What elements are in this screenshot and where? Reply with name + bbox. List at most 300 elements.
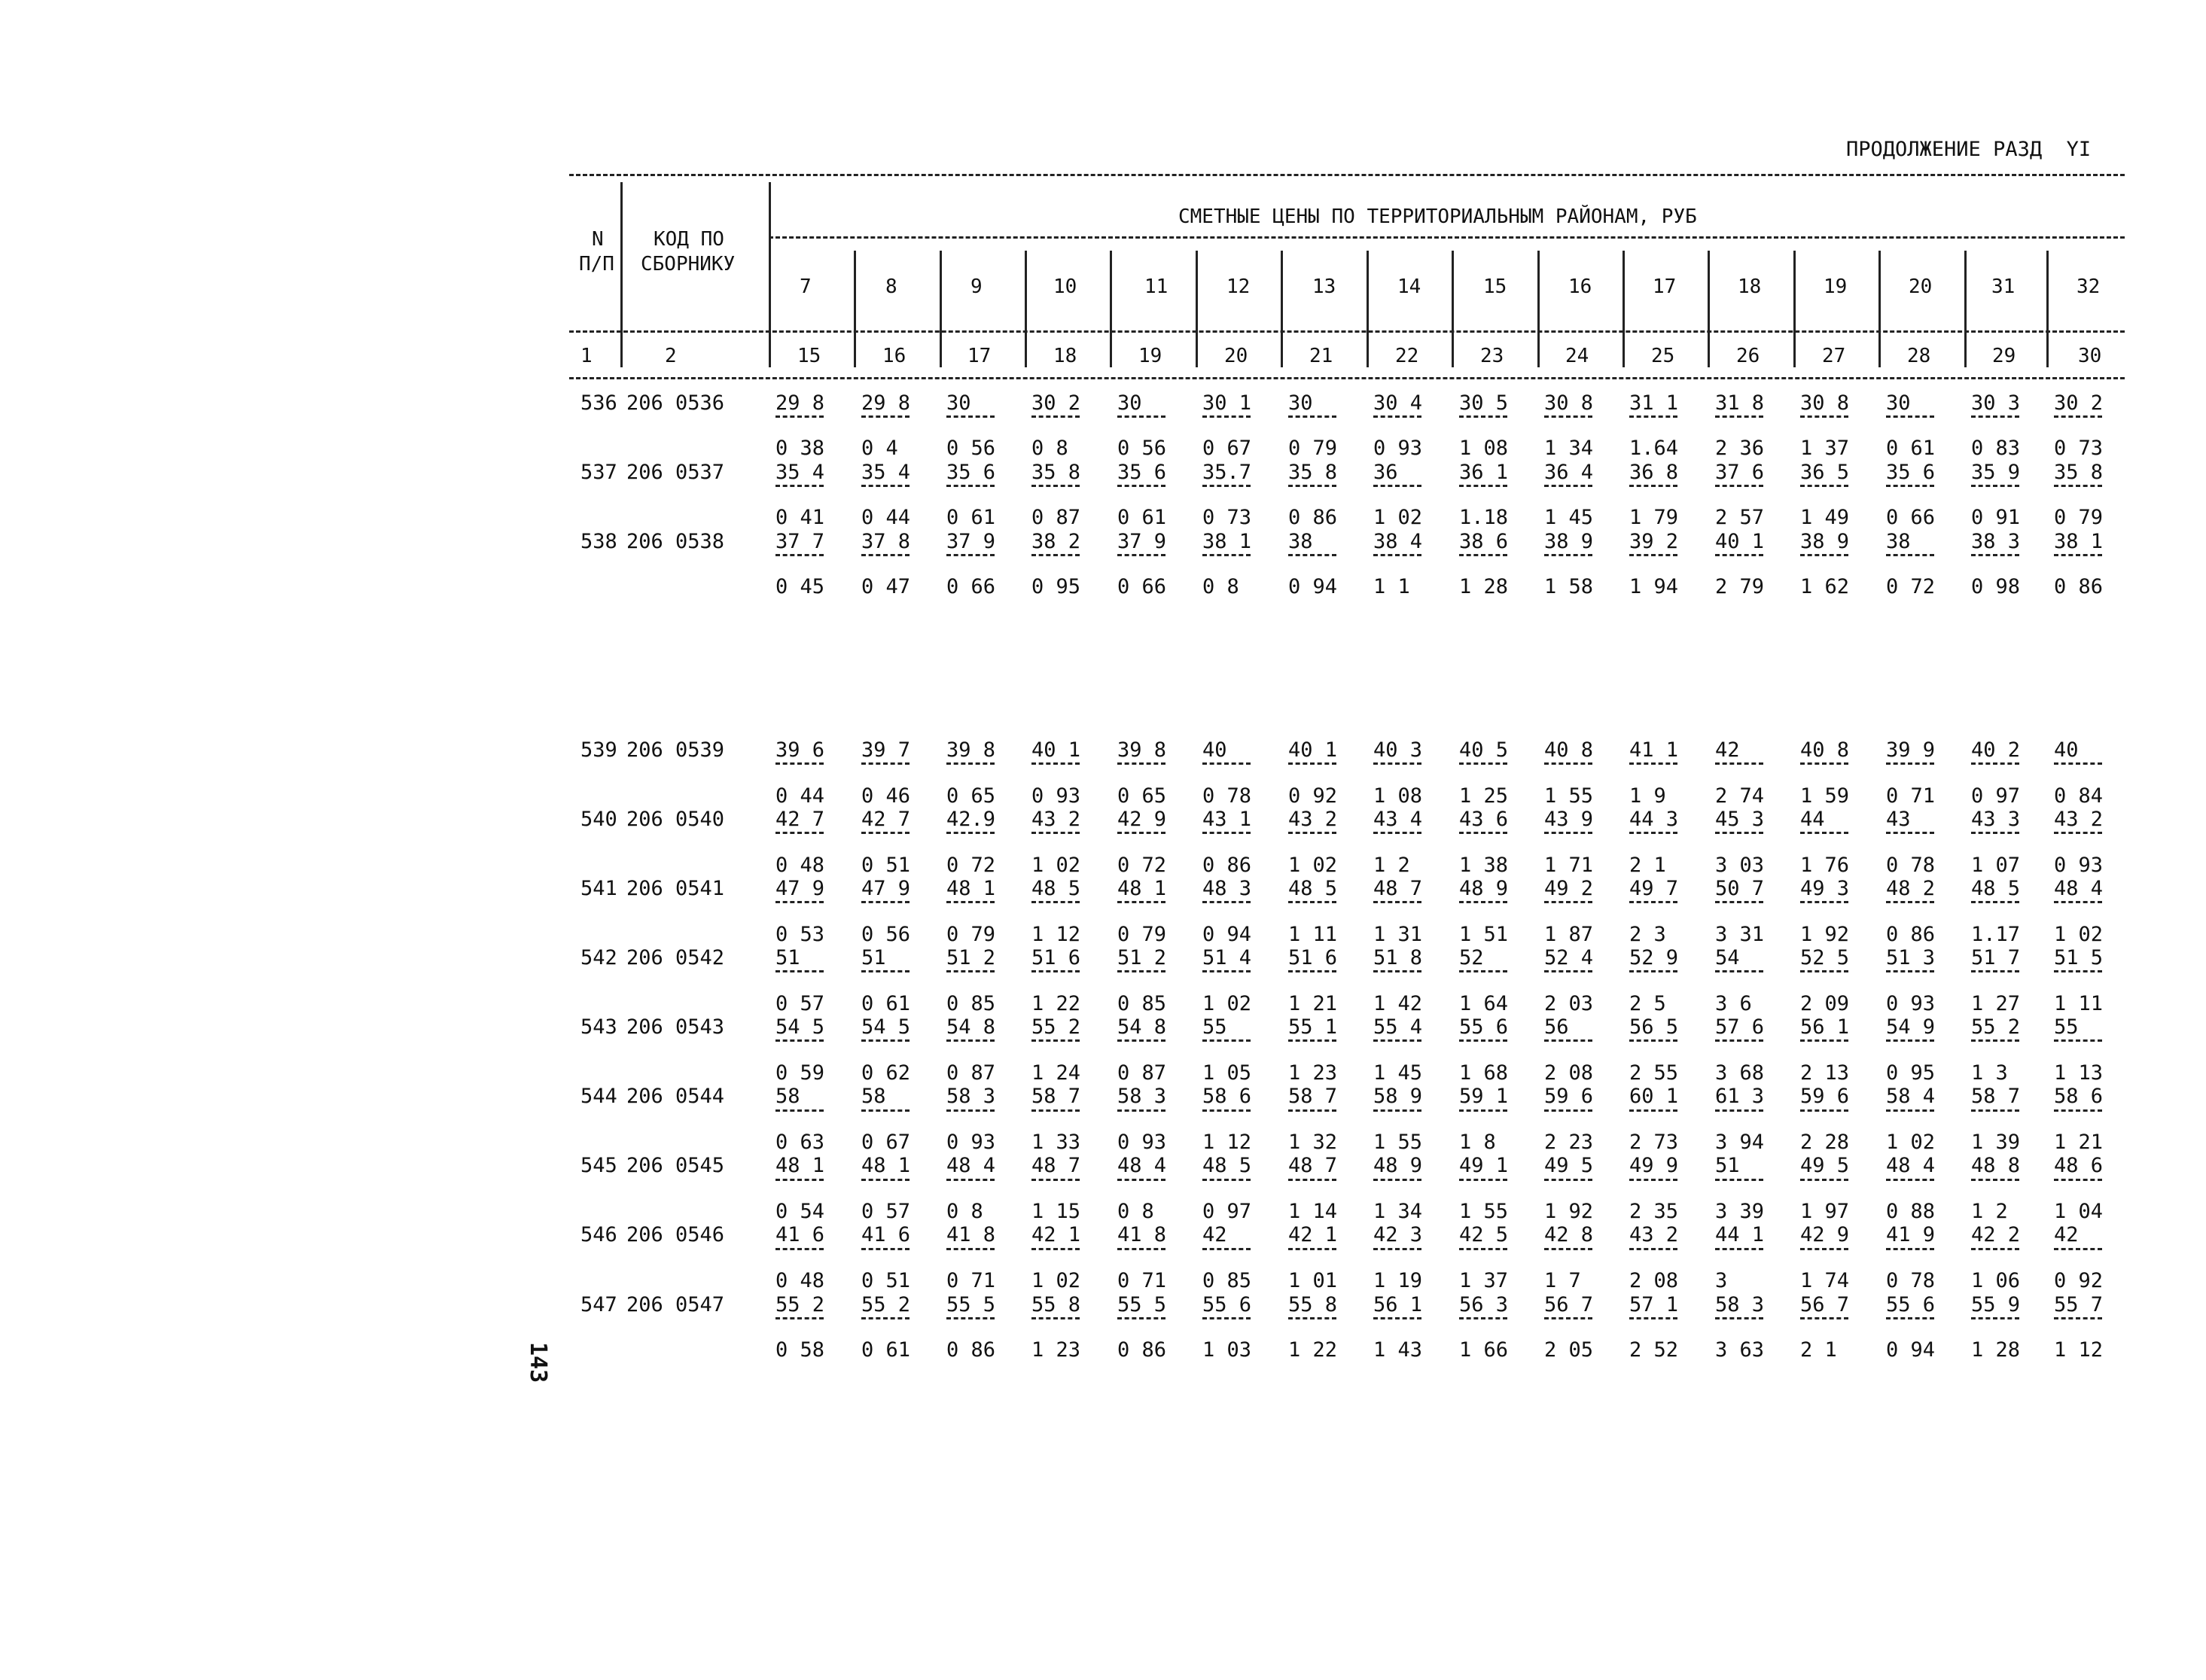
region-number: 17	[1653, 275, 1677, 298]
price-value: 35 8	[1031, 461, 1081, 484]
row-code: 206 0540	[626, 808, 725, 831]
region-number: 11	[1144, 275, 1169, 298]
fraction-line	[775, 1248, 824, 1250]
header-np: П/П	[579, 253, 614, 275]
fraction-line	[1288, 415, 1336, 418]
labor-value: 0 86	[1288, 506, 1338, 529]
fraction-line	[1715, 901, 1763, 903]
fraction-line	[1459, 554, 1507, 556]
labor-value: 0 63	[775, 1131, 825, 1154]
labor-value: 1 13	[2054, 1061, 2104, 1085]
price-value: 37 9	[946, 530, 996, 553]
labor-value: 1 12	[1031, 923, 1081, 946]
price-value: 30 2	[2054, 391, 2104, 415]
column-number: 23	[1480, 345, 1504, 367]
labor-value: 0 93	[2054, 854, 2104, 877]
page-number: 143	[525, 1342, 551, 1383]
labor-value: 0 54	[775, 1200, 825, 1223]
labor-value: 1 74	[1800, 1269, 1850, 1292]
row-number: 537	[580, 461, 617, 484]
price-value: 52 4	[1544, 946, 1594, 969]
price-value: 36 8	[1629, 461, 1679, 484]
price-value: 35 4	[775, 461, 825, 484]
price-value: 58 6	[2054, 1085, 2104, 1108]
labor-value: 1 22	[1288, 1338, 1338, 1362]
row-code: 206 0543	[626, 1015, 725, 1039]
labor-value: 0 92	[2054, 1269, 2104, 1292]
fraction-line	[1459, 762, 1507, 765]
column-number: 19	[1138, 345, 1162, 367]
region-number: 15	[1483, 275, 1507, 298]
price-value: 55 4	[1373, 1015, 1423, 1039]
fraction-line	[1971, 1039, 2019, 1042]
labor-value: 1 2	[1971, 1200, 2008, 1223]
header-bar-col	[1025, 251, 1027, 367]
labor-value: 1 94	[1629, 575, 1679, 598]
fraction-line	[1117, 415, 1165, 418]
price-value: 48 4	[946, 1154, 996, 1177]
fraction-line	[1202, 1248, 1251, 1250]
price-value: 39 9	[1886, 738, 1936, 762]
price-value: 43 4	[1373, 808, 1423, 831]
labor-value: 0 56	[1117, 437, 1167, 460]
labor-value: 0 61	[861, 992, 911, 1015]
row-number: 543	[580, 1015, 617, 1039]
price-value: 54 5	[861, 1015, 911, 1039]
price-value: 48 7	[1031, 1154, 1081, 1177]
labor-value: 1 9	[1629, 784, 1666, 808]
price-value: 29 8	[775, 391, 825, 415]
price-value: 30 2	[1031, 391, 1081, 415]
labor-value: 1 58	[1544, 575, 1594, 598]
labor-value: 2 55	[1629, 1061, 1679, 1085]
fraction-line	[861, 970, 910, 972]
fraction-line	[1117, 1317, 1165, 1319]
labor-value: 1 92	[1544, 1200, 1594, 1223]
labor-value: 2 35	[1629, 1200, 1679, 1223]
labor-value: 1.17	[1971, 923, 2021, 946]
region-number: 16	[1568, 275, 1592, 298]
header-code-2: СБОРНИКУ	[641, 253, 736, 275]
section-title: ПРОДОЛЖЕНИЕ РАЗД YI	[1846, 138, 2092, 161]
labor-value: 2 23	[1544, 1131, 1594, 1154]
labor-value: 1 79	[1629, 506, 1679, 529]
region-number: 31	[1991, 275, 2016, 298]
prices-title-rule	[769, 236, 2125, 239]
fraction-line	[1629, 1248, 1677, 1250]
price-value: 48 1	[1117, 877, 1167, 900]
price-value: 55 5	[946, 1293, 996, 1316]
fraction-line	[1031, 901, 1080, 903]
labor-value: 1 28	[1459, 575, 1509, 598]
price-value: 55 5	[1117, 1293, 1167, 1316]
labor-value: 2 5	[1629, 992, 1666, 1015]
labor-value: 3 63	[1715, 1338, 1765, 1362]
header-bar-n	[620, 182, 623, 367]
price-value: 59 6	[1800, 1085, 1850, 1108]
labor-value: 0 57	[775, 992, 825, 1015]
labor-value: 1 01	[1288, 1269, 1338, 1292]
fraction-line	[1288, 554, 1336, 556]
labor-value: 2 79	[1715, 575, 1765, 598]
fraction-line	[1373, 970, 1421, 972]
labor-value: 0 94	[1886, 1338, 1936, 1362]
fraction-line	[861, 832, 910, 834]
price-value: 42 1	[1031, 1223, 1081, 1246]
labor-value: 1 92	[1800, 923, 1850, 946]
labor-value: 2 1	[1800, 1338, 1837, 1362]
labor-value: 1 02	[1031, 1269, 1081, 1292]
fraction-line	[1117, 1039, 1165, 1042]
price-value: 37 8	[861, 530, 911, 553]
labor-value: 2 73	[1629, 1131, 1679, 1154]
fraction-line	[861, 415, 910, 418]
price-value: 58 3	[1715, 1293, 1765, 1316]
price-value: 47 9	[861, 877, 911, 900]
price-value: 39 2	[1629, 530, 1679, 553]
price-value: 38 9	[1544, 530, 1594, 553]
column-number: 16	[882, 345, 906, 367]
price-value: 51 8	[1373, 946, 1423, 969]
price-value: 35 6	[1886, 461, 1936, 484]
price-value: 48 8	[1971, 1154, 2021, 1177]
price-value: 55 2	[775, 1293, 825, 1316]
price-value: 39 6	[775, 738, 825, 762]
fraction-line	[1373, 485, 1421, 487]
labor-value: 1 07	[1971, 854, 2021, 877]
labor-value: 0 85	[1202, 1269, 1252, 1292]
fraction-line	[1031, 832, 1080, 834]
labor-value: 0 8	[1117, 1200, 1154, 1223]
price-value: 38 2	[1031, 530, 1081, 553]
fraction-line	[1031, 1039, 1080, 1042]
price-value: 38 1	[2054, 530, 2104, 553]
labor-value: 1 14	[1288, 1200, 1338, 1223]
price-value: 56 3	[1459, 1293, 1509, 1316]
fraction-line	[2054, 415, 2102, 418]
fraction-line	[1629, 415, 1677, 418]
price-value: 38 9	[1800, 530, 1850, 553]
price-value: 43 6	[1459, 808, 1509, 831]
labor-value: 3 31	[1715, 923, 1765, 946]
fraction-line	[1288, 1248, 1336, 1250]
fraction-line	[861, 1179, 910, 1181]
labor-value: 0 44	[861, 506, 911, 529]
fraction-line	[861, 1248, 910, 1250]
row-code: 206 0541	[626, 877, 725, 900]
fraction-line	[1202, 832, 1251, 834]
labor-value: 0 78	[1886, 1269, 1936, 1292]
fraction-line	[1800, 1248, 1848, 1250]
price-value: 56 1	[1373, 1293, 1423, 1316]
fraction-line	[1288, 762, 1336, 765]
price-value: 35 9	[1971, 461, 2021, 484]
labor-value: 0 73	[2054, 437, 2104, 460]
fraction-line	[1886, 485, 1934, 487]
fraction-line	[861, 1317, 910, 1319]
fraction-line	[1288, 1179, 1336, 1181]
header-bottom-rule	[569, 377, 2125, 379]
labor-value: 0 86	[1886, 923, 1936, 946]
price-value: 56 7	[1544, 1293, 1594, 1316]
price-value: 30 5	[1459, 391, 1509, 415]
labor-value: 1 02	[1373, 506, 1423, 529]
header-bar-col	[1196, 251, 1198, 367]
labor-value: 1 34	[1544, 437, 1594, 460]
fraction-line	[1117, 1179, 1165, 1181]
fraction-line	[1031, 1317, 1080, 1319]
fraction-line	[1202, 415, 1251, 418]
labor-value: 1 02	[1886, 1131, 1936, 1154]
fraction-line	[775, 415, 824, 418]
price-value: 51	[861, 946, 886, 969]
fraction-line	[775, 1039, 824, 1042]
labor-value: 0 71	[946, 1269, 996, 1292]
labor-value: 1 42	[1373, 992, 1423, 1015]
price-value: 43	[1886, 808, 1911, 831]
labor-value: 1 43	[1373, 1338, 1423, 1362]
region-number: 7	[800, 275, 812, 298]
labor-value: 0 84	[2054, 784, 2104, 808]
fraction-line	[1715, 970, 1763, 972]
price-value: 41 8	[946, 1223, 996, 1246]
fraction-line	[2054, 970, 2102, 972]
price-value: 42 9	[1117, 808, 1167, 831]
price-value: 40 3	[1373, 738, 1423, 762]
fraction-line	[1629, 1109, 1677, 1112]
header-bar-col	[1793, 251, 1796, 367]
price-value: 54	[1715, 946, 1740, 969]
labor-value: 0 94	[1202, 923, 1252, 946]
row-number: 538	[580, 530, 617, 553]
price-value: 42 7	[775, 808, 825, 831]
fraction-line	[1459, 485, 1507, 487]
price-value: 49 9	[1629, 1154, 1679, 1177]
price-value: 30	[946, 391, 971, 415]
fraction-line	[1800, 415, 1848, 418]
fraction-line	[1886, 554, 1934, 556]
price-value: 41 1	[1629, 738, 1679, 762]
row-number: 544	[580, 1085, 617, 1108]
price-value: 48 6	[2054, 1154, 2104, 1177]
fraction-line	[1544, 554, 1592, 556]
labor-value: 1 02	[1031, 854, 1081, 877]
labor-value: 0 61	[861, 1338, 911, 1362]
price-value: 54 8	[946, 1015, 996, 1039]
labor-value: 1 11	[1288, 923, 1338, 946]
price-value: 48 1	[775, 1154, 825, 1177]
labor-value: 1 45	[1544, 506, 1594, 529]
row-number: 536	[580, 391, 617, 415]
row-code: 206 0538	[626, 530, 725, 553]
fraction-line	[861, 762, 910, 765]
fraction-line	[1288, 485, 1336, 487]
labor-value: 0 85	[1117, 992, 1167, 1015]
price-value: 36	[1373, 461, 1398, 484]
row-number: 542	[580, 946, 617, 969]
fraction-line	[2054, 1317, 2102, 1319]
fraction-line	[1971, 1248, 2019, 1250]
labor-value: 1 7	[1544, 1269, 1581, 1292]
fraction-line	[1800, 832, 1848, 834]
labor-value: 0 61	[946, 506, 996, 529]
price-value: 43 2	[1031, 808, 1081, 831]
fraction-line	[1715, 1179, 1763, 1181]
price-value: 43 1	[1202, 808, 1252, 831]
fraction-line	[1459, 970, 1507, 972]
fraction-line	[946, 1179, 995, 1181]
price-value: 58 9	[1373, 1085, 1423, 1108]
row-code: 206 0537	[626, 461, 725, 484]
price-value: 58	[775, 1085, 800, 1108]
price-value: 51 2	[1117, 946, 1167, 969]
fraction-line	[1117, 1248, 1165, 1250]
labor-value: 0 93	[1117, 1131, 1167, 1154]
fraction-line	[1117, 832, 1165, 834]
fraction-line	[2054, 485, 2102, 487]
header-bar-col	[854, 251, 856, 367]
price-value: 40	[2054, 738, 2079, 762]
fraction-line	[775, 901, 824, 903]
price-value: 40 5	[1459, 738, 1509, 762]
column-number: 18	[1053, 345, 1077, 367]
fraction-line	[1373, 1039, 1421, 1042]
labor-value: 0 79	[946, 923, 996, 946]
header-bar-code	[769, 182, 771, 367]
row-code: 206 0545	[626, 1154, 725, 1177]
labor-value: 0 56	[861, 923, 911, 946]
fraction-line	[1544, 485, 1592, 487]
fraction-line	[1715, 1109, 1763, 1112]
labor-value: 0 97	[1971, 784, 2021, 808]
row-code: 206 0536	[626, 391, 725, 415]
price-value: 50 7	[1715, 877, 1765, 900]
fraction-line	[1373, 1248, 1421, 1250]
fraction-line	[1373, 762, 1421, 765]
fraction-line	[946, 1248, 995, 1250]
price-value: 36 1	[1459, 461, 1509, 484]
fraction-line	[775, 554, 824, 556]
price-value: 55 2	[1031, 1015, 1081, 1039]
region-number: 20	[1909, 275, 1933, 298]
labor-value: 0 66	[1886, 506, 1936, 529]
price-value: 42 9	[1800, 1223, 1850, 1246]
fraction-line	[1544, 970, 1592, 972]
price-value: 42 1	[1288, 1223, 1338, 1246]
fraction-line	[1459, 1179, 1507, 1181]
region-number: 10	[1053, 275, 1077, 298]
price-value: 35.7	[1202, 461, 1252, 484]
price-value: 51	[1715, 1154, 1740, 1177]
column-number: 21	[1309, 345, 1333, 367]
column-number: 15	[797, 345, 821, 367]
column-number: 20	[1224, 345, 1248, 367]
price-value: 48 1	[861, 1154, 911, 1177]
price-value: 39 8	[946, 738, 996, 762]
labor-value: 1 38	[1459, 854, 1509, 877]
fraction-line	[946, 1317, 995, 1319]
labor-value: 0 86	[1117, 1338, 1167, 1362]
price-value: 30 4	[1373, 391, 1423, 415]
fraction-line	[1971, 832, 2019, 834]
labor-value: 1 28	[1971, 1338, 2021, 1362]
labor-value: 1 64	[1459, 992, 1509, 1015]
price-value: 58 7	[1971, 1085, 2021, 1108]
price-value: 51 5	[2054, 946, 2104, 969]
price-value: 31 1	[1629, 391, 1679, 415]
column-number: 1	[580, 345, 593, 367]
fraction-line	[1800, 1039, 1848, 1042]
labor-value: 1 39	[1971, 1131, 2021, 1154]
labor-value: 1 12	[2054, 1338, 2104, 1362]
fraction-line	[1373, 415, 1421, 418]
fraction-line	[775, 970, 824, 972]
labor-value: 1 37	[1459, 1269, 1509, 1292]
price-value: 51 6	[1031, 946, 1081, 969]
header-bar-col	[1537, 251, 1540, 367]
fraction-line	[1373, 1179, 1421, 1181]
fraction-line	[1886, 1317, 1934, 1319]
fraction-line	[1031, 1109, 1080, 1112]
labor-value: 1 2	[1373, 854, 1410, 877]
labor-value: 0 72	[946, 854, 996, 877]
header-bar-col	[940, 251, 942, 367]
fraction-line	[1971, 415, 2019, 418]
fraction-line	[1544, 415, 1592, 418]
labor-value: 1 49	[1800, 506, 1850, 529]
price-value: 44 3	[1629, 808, 1679, 831]
price-value: 49 5	[1800, 1154, 1850, 1177]
price-value: 61 3	[1715, 1085, 1765, 1108]
price-value: 55 8	[1031, 1293, 1081, 1316]
price-value: 35 6	[946, 461, 996, 484]
fraction-line	[1715, 415, 1763, 418]
fraction-line	[861, 1109, 910, 1112]
labor-value: 1 02	[1288, 854, 1338, 877]
labor-value: 0 93	[1373, 437, 1423, 460]
price-value: 54 8	[1117, 1015, 1167, 1039]
labor-value: 0 59	[775, 1061, 825, 1085]
fraction-line	[1886, 970, 1934, 972]
price-value: 42 8	[1544, 1223, 1594, 1246]
labor-value: 2 1	[1629, 854, 1666, 877]
fraction-line	[1800, 970, 1848, 972]
fraction-line	[1031, 1248, 1080, 1250]
labor-value: 0 4	[861, 437, 898, 460]
price-value: 38 3	[1971, 530, 2021, 553]
labor-value: 0 65	[946, 784, 996, 808]
labor-value: 0 78	[1886, 854, 1936, 877]
fraction-line	[946, 1039, 995, 1042]
row-number: 539	[580, 738, 617, 762]
labor-value: 1 45	[1373, 1061, 1423, 1085]
price-value: 40 1	[1288, 738, 1338, 762]
price-value: 35 6	[1117, 461, 1167, 484]
price-value: 48 5	[1288, 877, 1338, 900]
price-value: 49 2	[1544, 877, 1594, 900]
header-n: N	[592, 228, 604, 251]
region-number: 9	[970, 275, 983, 298]
labor-value: 0 53	[775, 923, 825, 946]
price-value: 30 8	[1800, 391, 1850, 415]
fraction-line	[1629, 762, 1677, 765]
fraction-line	[1629, 832, 1677, 834]
labor-value: 1 21	[1288, 992, 1338, 1015]
fraction-line	[2054, 1179, 2102, 1181]
fraction-line	[946, 970, 995, 972]
header-bar-col	[2046, 251, 2049, 367]
labor-value: 0 97	[1202, 1200, 1252, 1223]
